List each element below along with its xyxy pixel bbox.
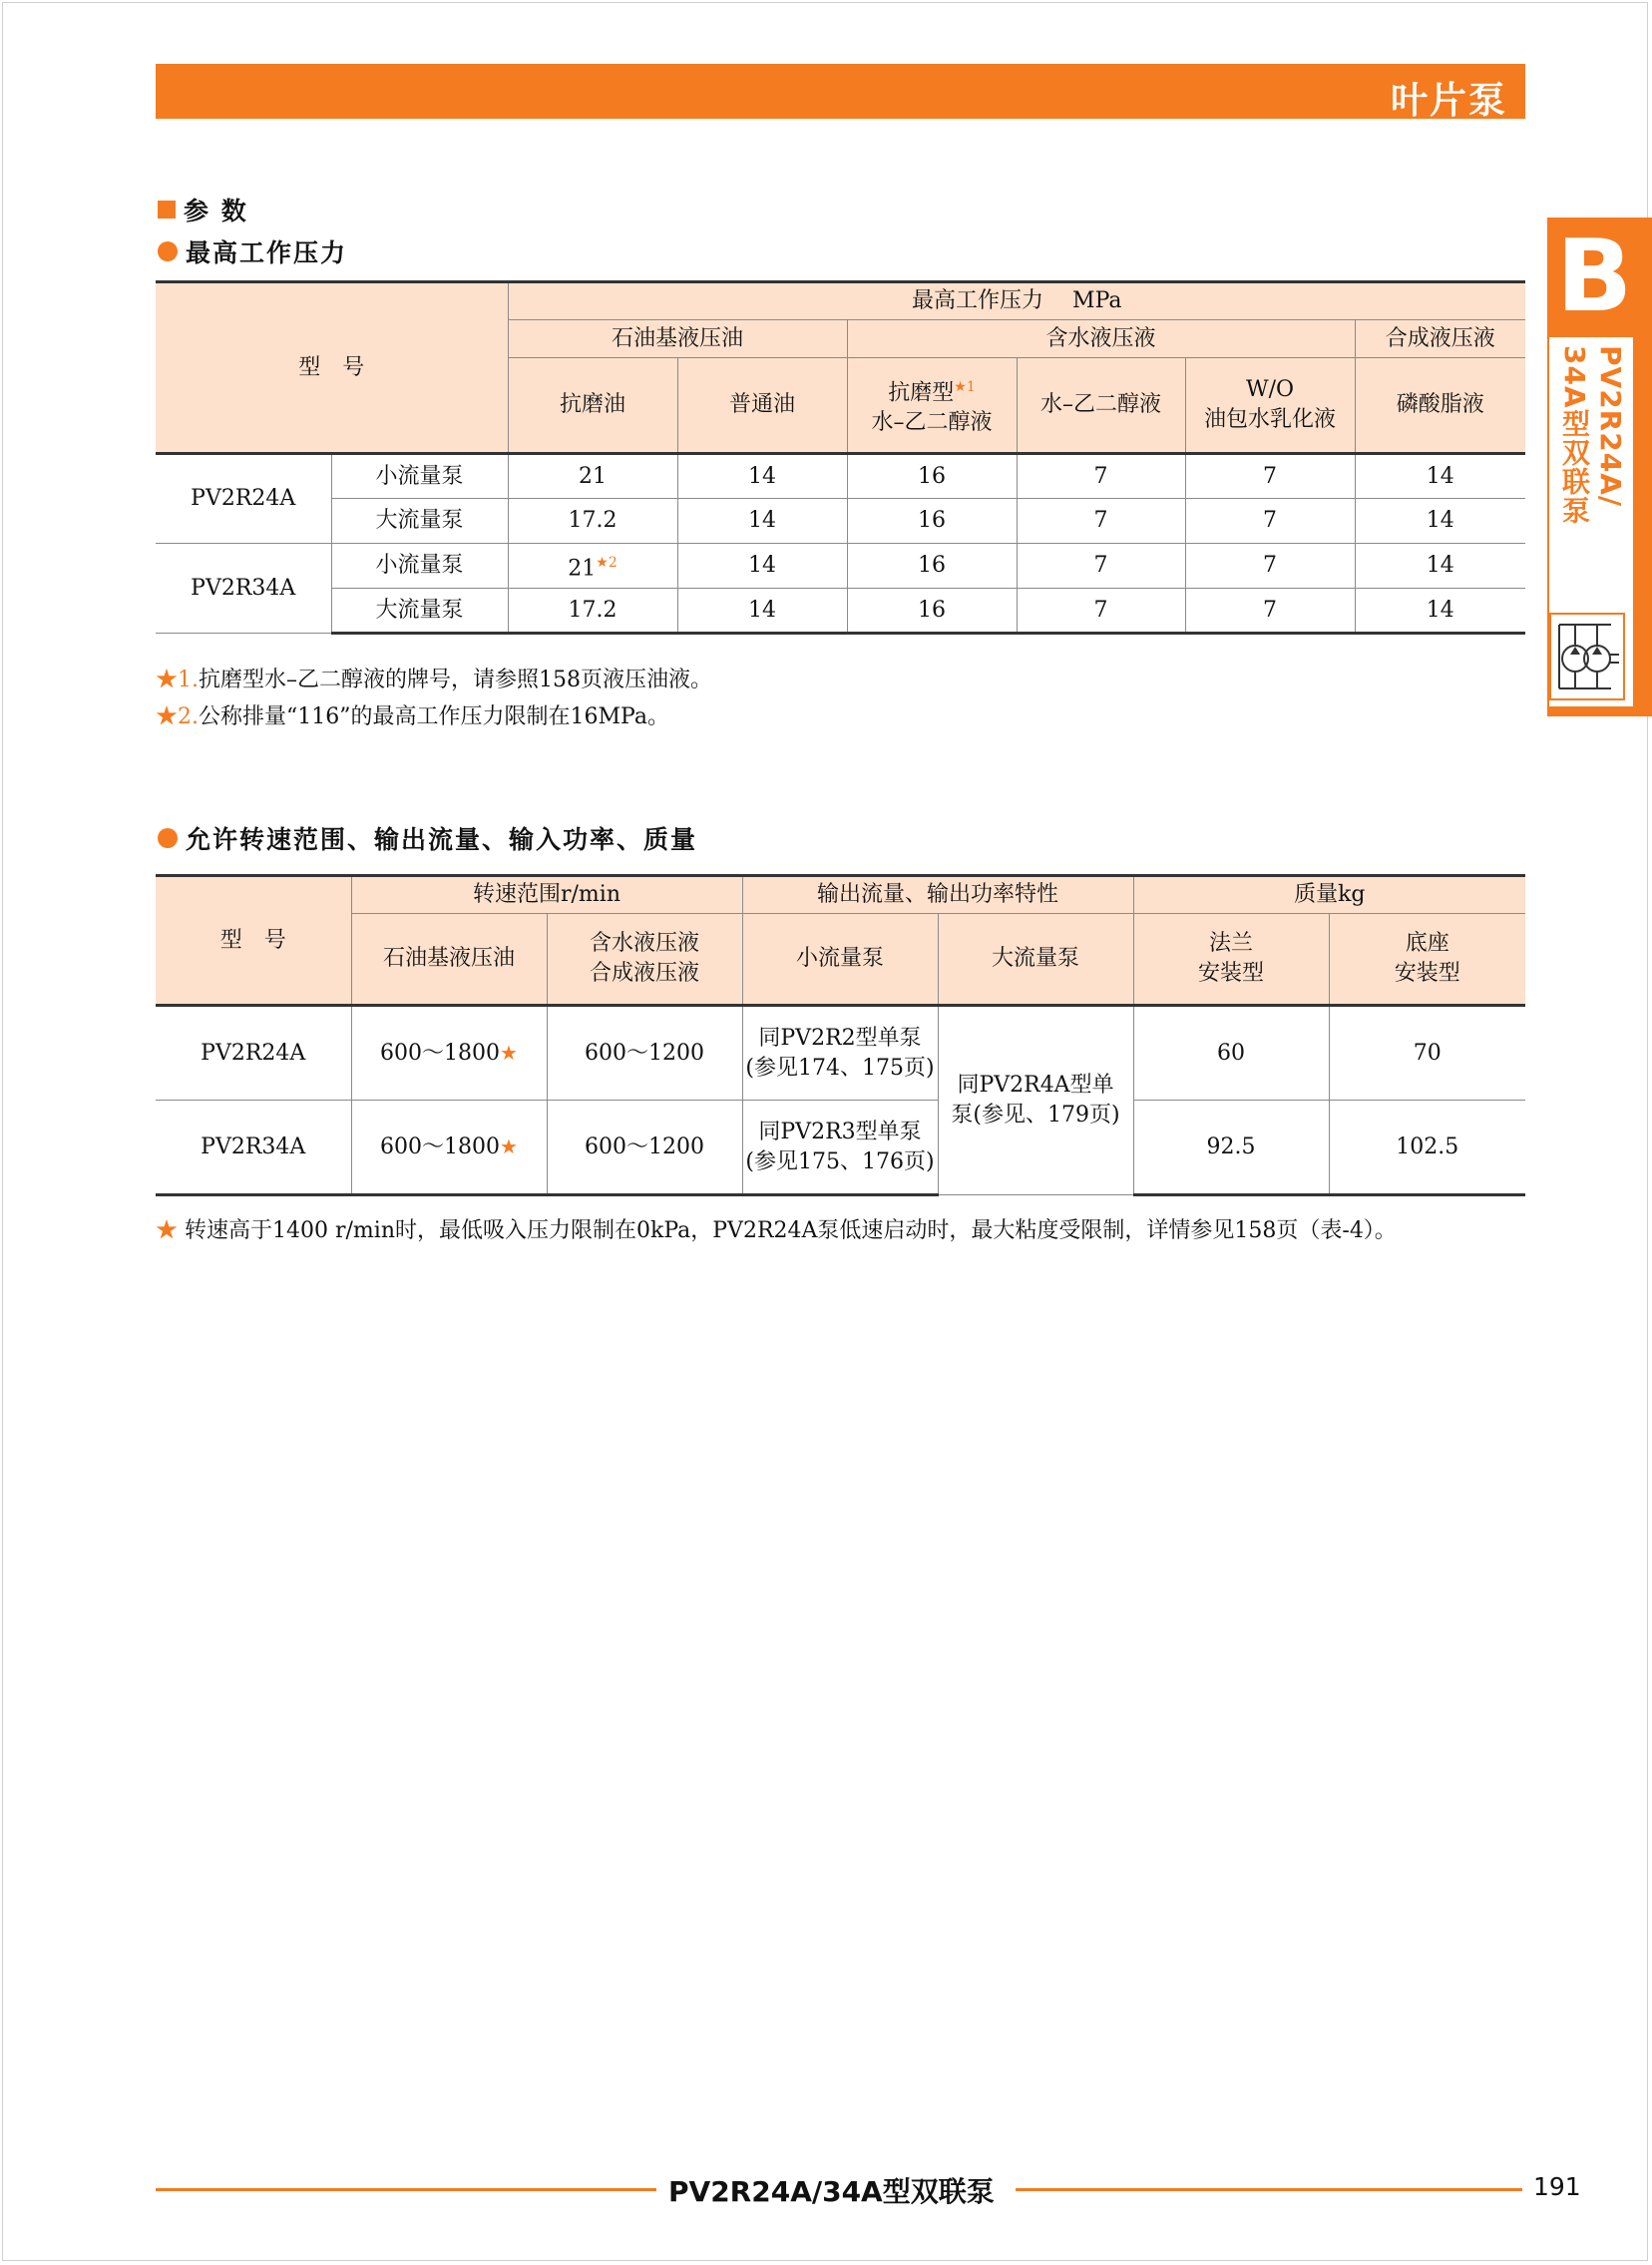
large-pump-cell (938, 1006, 1133, 1195)
pressure-header-antiwear-type (847, 358, 1017, 454)
page-number: 191 (1533, 2172, 1581, 2201)
small-pump-line2: (参见175、176页) (745, 1148, 935, 1174)
footnote-text: 抗磨型水–乙二醇液的牌号，请参照158页液压油液。 (199, 668, 712, 692)
pressure-header-synthetic: 合成液压液 (1355, 320, 1525, 358)
speed-oil-cell (351, 1101, 547, 1195)
value-cell: 7 (1017, 544, 1185, 589)
pressure-header-ordinary: 普通油 (677, 358, 847, 454)
value-cell: 16 (847, 499, 1017, 544)
pressure-header-water: 含水液压液 (847, 320, 1355, 358)
pump-cell: 小流量泵 (331, 544, 508, 589)
speed-header-flange (1133, 914, 1329, 1006)
value-cell: 7 (1185, 544, 1355, 589)
value-cell: 14 (677, 589, 847, 634)
antiwear-type-line1: 抗磨型 (888, 380, 955, 406)
pressure-header-antiwear: 抗磨油 (508, 358, 677, 454)
section-speed-heading (158, 820, 697, 856)
small-pump-cell (742, 1006, 938, 1101)
footnote-text: 转速高于1400 r/min时，最低吸入压力限制在0kPa，PV2R24A泵低速启动时，最大粘度受限制，详情参见158页（表-4）。 (185, 1218, 1397, 1243)
speed-oil-text: 600～1800 (380, 1041, 501, 1066)
pump-cell: 小流量泵 (331, 454, 508, 499)
category-title: 叶片泵 (1391, 79, 1507, 122)
category-banner (156, 64, 1525, 122)
side-tab-title-col1: PV2R24A/ (1594, 345, 1627, 508)
speed-header-large: 大流量泵 (938, 914, 1133, 1006)
footnote-speed (156, 1213, 1397, 1244)
footnote-text: 公称排量“116”的最高工作压力限制在16MPa。 (199, 704, 669, 729)
small-pump-cell (742, 1101, 938, 1195)
model-cell: PV2R34A (156, 544, 331, 634)
footer-rule-right (1016, 2188, 1522, 2191)
footnote-1 (156, 663, 712, 693)
max-pressure-table (156, 280, 1525, 635)
value-cell: 17.2 (508, 499, 677, 544)
speed-header-water-line2: 合成液压液 (589, 961, 699, 986)
pump-cell: 大流量泵 (331, 499, 508, 544)
side-tab-title (1553, 345, 1631, 605)
value-cell: 14 (1355, 454, 1525, 499)
section-pressure-title: 最高工作压力 (186, 238, 348, 267)
section-params-heading (158, 192, 248, 227)
value-cell: 7 (1185, 499, 1355, 544)
model-cell: PV2R34A (156, 1101, 351, 1195)
flange-line1: 法兰 (1209, 931, 1254, 956)
table-row (156, 544, 1525, 589)
value-cell: 7 (1185, 589, 1355, 634)
footnote-2 (156, 699, 669, 730)
small-pump-line1: 同PV2R2型单泵 (758, 1025, 922, 1051)
speed-oil-cell (351, 1006, 547, 1101)
square-bullet-icon (158, 201, 176, 219)
table-row (156, 1006, 1525, 1101)
wo-line1: W/O (1245, 377, 1295, 402)
model-cell: PV2R24A (156, 454, 331, 544)
value-cell: 17.2 (508, 589, 677, 634)
base-mass-cell: 70 (1329, 1006, 1525, 1101)
table-row (156, 454, 1525, 499)
speed-water-cell: 600～1200 (547, 1006, 742, 1101)
pressure-header-model: 型 号 (156, 282, 508, 454)
value-cell: 14 (1355, 544, 1525, 589)
value-cell: 14 (677, 499, 847, 544)
value-cell: 16 (847, 454, 1017, 499)
value-cell: 21 (508, 454, 677, 499)
base-line1: 底座 (1405, 931, 1449, 956)
value-cell: 16 (847, 544, 1017, 589)
value-cell (508, 544, 677, 589)
speed-oil-text: 600～1800 (380, 1134, 501, 1159)
speed-header-water-line1: 含水液压液 (589, 931, 699, 956)
antiwear-type-line2: 水–乙二醇液 (871, 410, 993, 436)
pressure-header-petroleum: 石油基液压油 (508, 320, 847, 358)
double-pump-symbol-icon (1549, 613, 1625, 700)
speed-mark: ★ (500, 1041, 518, 1065)
speed-header-base (1329, 914, 1525, 1006)
value-mark: ★2 (596, 554, 618, 571)
base-mass-cell: 102.5 (1329, 1101, 1525, 1195)
pump-cell: 大流量泵 (331, 589, 508, 634)
section-pressure-heading (158, 233, 347, 269)
value-cell: 14 (677, 544, 847, 589)
large-pump-line2: 泵(参见、179页) (951, 1103, 1120, 1128)
footnote-mark: ★ (156, 1218, 179, 1243)
small-pump-line1: 同PV2R3型单泵 (758, 1119, 922, 1144)
pressure-header-water-glycol: 水–乙二醇液 (1017, 358, 1185, 454)
table-row (156, 1101, 1525, 1195)
pressure-header-max: 最高工作压力 MPa (508, 282, 1525, 320)
antiwear-type-mark: ★1 (954, 378, 976, 395)
speed-header-model: 型 号 (156, 876, 351, 1006)
speed-header-petroleum: 石油基液压油 (351, 914, 547, 1006)
circle-bullet-icon (158, 241, 178, 261)
table-row (156, 589, 1525, 634)
speed-flow-mass-table (156, 874, 1525, 1196)
model-cell: PV2R24A (156, 1006, 351, 1101)
value-cell: 16 (847, 589, 1017, 634)
large-pump-line1: 同PV2R4A型单 (957, 1073, 1114, 1098)
footnote-mark: ★2. (156, 704, 199, 729)
flange-mass-cell: 60 (1133, 1006, 1329, 1101)
flange-mass-cell: 92.5 (1133, 1101, 1329, 1195)
table-row (156, 499, 1525, 544)
value-cell: 7 (1017, 589, 1185, 634)
small-pump-line2: (参见174、175页) (745, 1055, 935, 1081)
value-text: 21 (568, 556, 597, 582)
side-tab-letter: B (1556, 218, 1633, 334)
section-params-title: 参 数 (184, 197, 248, 226)
speed-mark: ★ (500, 1134, 518, 1158)
speed-header-small: 小流量泵 (742, 914, 938, 1006)
value-cell: 14 (677, 454, 847, 499)
base-line2: 安装型 (1394, 961, 1460, 986)
speed-header-output: 输出流量、输出功率特性 (742, 876, 1133, 914)
value-cell: 7 (1185, 454, 1355, 499)
circle-bullet-icon (158, 828, 178, 848)
footer-title: PV2R24A/34A型双联泵 (668, 2175, 995, 2208)
speed-header-range: 转速范围r/min (351, 876, 742, 914)
footer-rule-left (156, 2188, 656, 2191)
side-tab-title-col2: 34A型双联泵 (1558, 345, 1591, 525)
section-speed-title: 允许转速范围、输出流量、输入功率、质量 (186, 825, 698, 854)
footnote-mark: ★1. (156, 668, 199, 692)
speed-header-water (547, 914, 742, 1006)
pressure-header-wo (1185, 358, 1355, 454)
speed-header-mass: 质量kg (1133, 876, 1525, 914)
pressure-header-phosphate: 磷酸脂液 (1355, 358, 1525, 454)
value-cell: 14 (1355, 589, 1525, 634)
value-cell: 7 (1017, 454, 1185, 499)
speed-water-cell: 600～1200 (547, 1101, 742, 1195)
value-cell: 14 (1355, 499, 1525, 544)
flange-line2: 安装型 (1198, 961, 1265, 986)
wo-line2: 油包水乳化液 (1204, 407, 1337, 432)
value-cell: 7 (1017, 499, 1185, 544)
